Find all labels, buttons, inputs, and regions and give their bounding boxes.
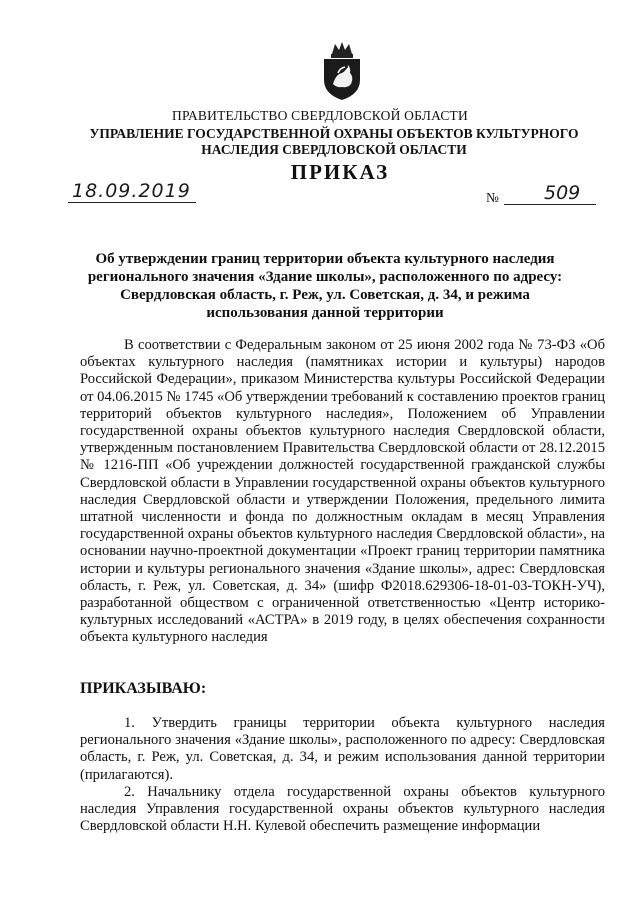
order-item-1: 1. Утвердить границы территории объекта культурного наследия регионального значения «Здание школы», расположенного по адресу: Свердловская область, г. Реж, ул. Советская, д. 34, и режим использования данной территории (прилагаются).	[80, 715, 605, 783]
department-name: УПРАВЛЕНИЕ ГОСУДАРСТВЕННОЙ ОХРАНЫ ОБЪЕКТОВ КУЛЬТУРНОГО НАСЛЕДИЯ СВЕРДЛОВСКОЙ ОБЛАСТИ	[89, 126, 579, 157]
handwritten-date: 18.09.2019	[68, 180, 196, 203]
number-label: №	[486, 190, 499, 205]
decree-word: ПРИКАЗЫВАЮ:	[80, 680, 207, 697]
government-name: ПРАВИТЕЛЬСТВО СВЕРДЛОВСКОЙ ОБЛАСТИ	[172, 108, 468, 123]
handwritten-number: 509	[544, 182, 581, 204]
coat-of-arms-icon	[318, 40, 366, 102]
document-title: Об утверждении границ территории объекта культурного наследия регионального значения «Здание школы», расположенного по адресу: Свердловская область, г. Реж, ул. Советская, д. 34, и режима использования данной территории	[87, 251, 563, 321]
preamble-paragraph: В соответствии с Федеральным законом от 25 июня 2002 года № 73-ФЗ «Об объектах культурного наследия (памятниках истории и культуры) народов Российской Федерации», приказом Министерства культуры Российской Федерации от 04.06.2015 № 1745 «Об утверждении требований к составлению проектов границ территорий объектов культурного наследия», Положением об Управлении государственной охраны объектов культурного наследия Свердловской области, утвержденным постановлением Правительства Свердловской области от 28.12.2015 № 1216-ПП «Об учреждении должностей государственной гражданской службы Свердловской области в Управлении государственной охраны объектов культурного наследия Свердловской области и утверждении Положения, предельного лимита штатной численности и фонда по должностным окладам в месяц Управления государственной охраны объектов культурного наследия Свердловской области», на основании научно-проектной документации «Проект границ территории памятника истории и культуры регионального значения «Здание школы», адрес: Свердловская область, г. Реж, ул. Советская, д. 34» (шифр Ф2018.629306-18-01-03-ТОКН-УЧ), разработанной обществом с ограниченной ответственностью «Центр историко-культурных исследований «АСТРА» в 2019 году, в целях обеспечения сохранности объекта культурного наследия	[80, 337, 605, 646]
number-underline	[504, 204, 596, 205]
order-item-2: 2. Начальнику отдела государственной охраны объектов культурного наследия Управления государственной охраны объектов культурного наследия Свердловской области Н.Н. Кулевой обеспечить размещение информации	[80, 784, 605, 835]
doc-type-heading: ПРИКАЗ	[290, 160, 390, 184]
